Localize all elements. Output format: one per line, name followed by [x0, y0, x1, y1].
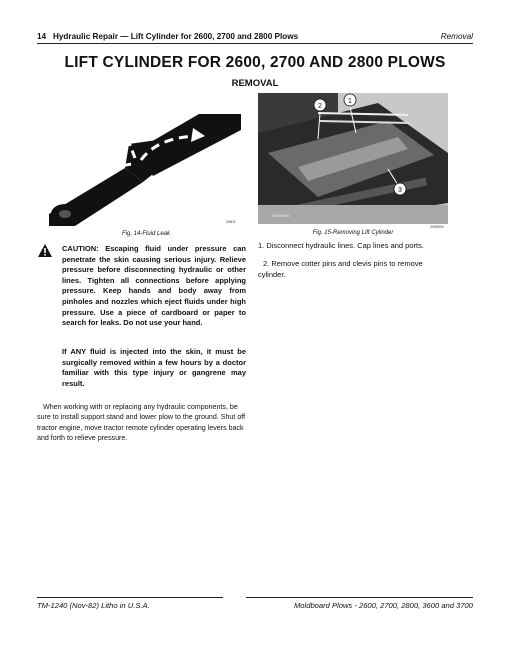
figure-caption: Fig. 15-Removing Lift Cylinder — [312, 230, 394, 236]
page-number: 14 — [37, 32, 47, 41]
figure-code: X9811 — [226, 220, 236, 224]
warning-triangle-icon — [38, 244, 52, 258]
footer-rule — [246, 597, 473, 598]
leak-arrowhead-left — [93, 162, 107, 177]
running-header — [37, 32, 473, 41]
callout-2: 2 — [318, 103, 322, 110]
fluid-leak-illustration — [45, 110, 241, 226]
lift-cylinder-photo — [258, 93, 448, 224]
warning-mark — [44, 248, 46, 253]
running-title: Hydraulic Repair — Lift Cylinder for 2600, 2700 and 2800 Plows — [52, 32, 299, 41]
caution-text: CAUTION: Escaping fluid under pressure can penetrate the skin causing serious injury. Relieve pressure before disconnecting hydraulic or other lines. Tighten all connections before applying pressure. Keep hands and body away from pinholes and nozzles which eject fluids under high pressure. Use a piece of cardboard or paper to search for leaks. Do not use your hand. — [62, 244, 246, 328]
header-rule — [37, 43, 473, 44]
step-item: 2. Remove cotter pins and clevis pins to remove cylinder. — [258, 259, 423, 279]
figure-code: X9959IN — [430, 225, 444, 229]
figure-caption: Fig. 14-Fluid Leak — [121, 231, 171, 237]
procedure-note: When working with or replacing any hydraulic components, be sure to install support stand and lower plow to the ground. Shut off tractor engine, move tractor remote cylinder operating levers back and forth to relieve pressure. — [37, 403, 246, 442]
footer-rule — [37, 597, 223, 598]
section-label: Removal — [440, 32, 473, 41]
callout-3: 3 — [398, 187, 402, 194]
injection-warning: If ANY fluid is injected into the skin, it must be surgically removed within a few hours by a doctor familiar with this type injury or gangrene may result. — [62, 347, 246, 388]
section-title: REMOVAL — [231, 78, 279, 89]
page-title: LIFT CYLINDER FOR 2600, 2700 AND 2800 PLOWS — [64, 54, 446, 71]
footer-left: TM-1240 (Nov-82) Litho in U.S.A. — [37, 601, 150, 610]
footer-right: Moldboard Plows - 2600, 2700, 2800, 3600 and 3700 — [293, 601, 473, 610]
hose-end-inner — [59, 210, 71, 218]
callout-1: 1 — [348, 98, 352, 105]
photo-code: X9959NU — [272, 213, 290, 218]
leak-arrowhead-up — [117, 122, 131, 134]
warning-dot — [44, 254, 46, 256]
step-item: 1. Disconnect hydraulic lines. Cap lines and ports. — [258, 241, 424, 250]
